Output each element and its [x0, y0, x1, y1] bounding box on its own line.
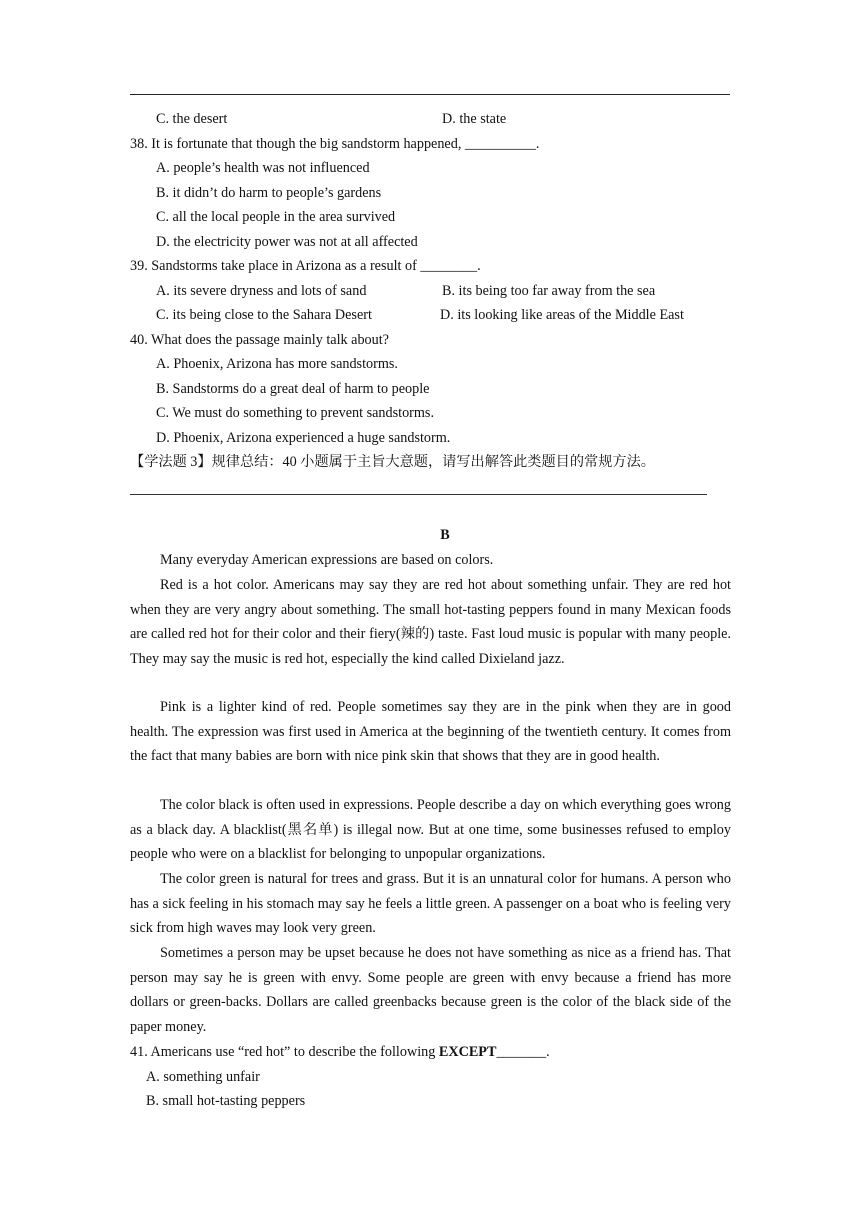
passage-paragraph-5	[130, 867, 731, 941]
paragraph-text: Pink is a lighter kind of red. People sometimes say they are in the pink when they are in good health. The expression was first used in America at the beginning of the twentieth century. It comes from the fact that many babies are born with nice pink skin that shows that they are in good health.	[130, 699, 731, 764]
section-title: B	[440, 527, 450, 543]
paragraph-text: The color black is often used in expressions. People describe a day on which everything goes wrong as a black day. A blacklist(黑名单) is illegal now. But at one time, some businesses refused to employ people who were on a blacklist for belonging to unpopular organizations.	[130, 797, 731, 862]
passage-paragraph-3	[130, 695, 731, 769]
q38-option-c: C. all the local people in the area survived	[156, 209, 396, 225]
q40-option-a: A. Phoenix, Arizona has more sandstorms.	[156, 356, 398, 372]
q38-option-d: D. the electricity power was not at all affected	[156, 234, 418, 250]
q38-option-b: B. it didn’t do harm to people’s gardens	[156, 185, 382, 201]
passage-paragraph-4	[130, 793, 731, 867]
q40-option-b: B. Sandstorms do a great deal of harm to people	[156, 381, 430, 397]
q39-option-b: B. its being too far away from the sea	[442, 283, 656, 299]
q41-option-b: B. small hot-tasting peppers	[146, 1093, 306, 1109]
q39-stem: 39. Sandstorms take place in Arizona as a result of ________.	[130, 258, 481, 274]
paragraph-text: Many everyday American expressions are based on colors.	[160, 552, 494, 568]
q40-option-c: C. We must do something to prevent sandstorms.	[156, 405, 434, 421]
answer-blank-line[interactable]	[130, 494, 707, 495]
q38-stem: 38. It is fortunate that though the big sandstorm happened, __________.	[130, 136, 540, 152]
paragraph-text: The color green is natural for trees and grass. But it is an unnatural color for humans. A person who has a sick feeling in his stomach may say he feels a little green. A passenger on a boat who is feeling very sick from high waves may look very green.	[130, 871, 731, 936]
passage-paragraph-2	[130, 573, 731, 671]
method-note: 【学法题 3】规律总结：40 小题属于主旨大意题，请写出解答此类题目的常规方法。	[130, 454, 655, 470]
q41-stem-suffix: _______.	[496, 1044, 550, 1060]
q41-stem-prefix: 41. Americans use “red hot” to describe the following	[130, 1044, 439, 1060]
q41-stem	[130, 1043, 550, 1061]
paragraph-text: Sometimes a person may be upset because he does not have something as nice as a friend has. That person may say he is green with envy. Some people are green with envy because a friend has more dollars or green-backs. Dollars are called greenbacks because green is the color of the black side of the paper money.	[130, 945, 731, 1035]
passage-paragraph-6	[130, 941, 731, 1039]
header-rule	[130, 94, 730, 95]
q41-stem-bold: EXCEPT	[438, 1044, 497, 1060]
q39-option-a: A. its severe dryness and lots of sand	[156, 283, 367, 299]
passage-paragraph-1	[130, 548, 731, 573]
q39-option-c: C. its being close to the Sahara Desert	[156, 307, 372, 323]
q40-stem: 40. What does the passage mainly talk about?	[130, 332, 389, 348]
q39-option-d: D. its looking like areas of the Middle East	[440, 307, 684, 323]
q41-option-a: A. something unfair	[146, 1069, 260, 1085]
paragraph-text: Red is a hot color. Americans may say they are red hot about something unfair. They are red hot when they are very angry about something. The small hot-tasting peppers found in many Mexican foods are called red hot for their color and their fiery(辣的) taste. Fast loud music is popular with many people. They may say the music is red hot, especially the kind called Dixieland jazz.	[130, 577, 731, 667]
q37-option-d: D. the state	[442, 111, 507, 127]
q40-option-d: D. Phoenix, Arizona experienced a huge sandstorm.	[156, 430, 451, 446]
q38-option-a: A. people’s health was not influenced	[156, 160, 370, 176]
q37-option-c: C. the desert	[156, 111, 228, 127]
